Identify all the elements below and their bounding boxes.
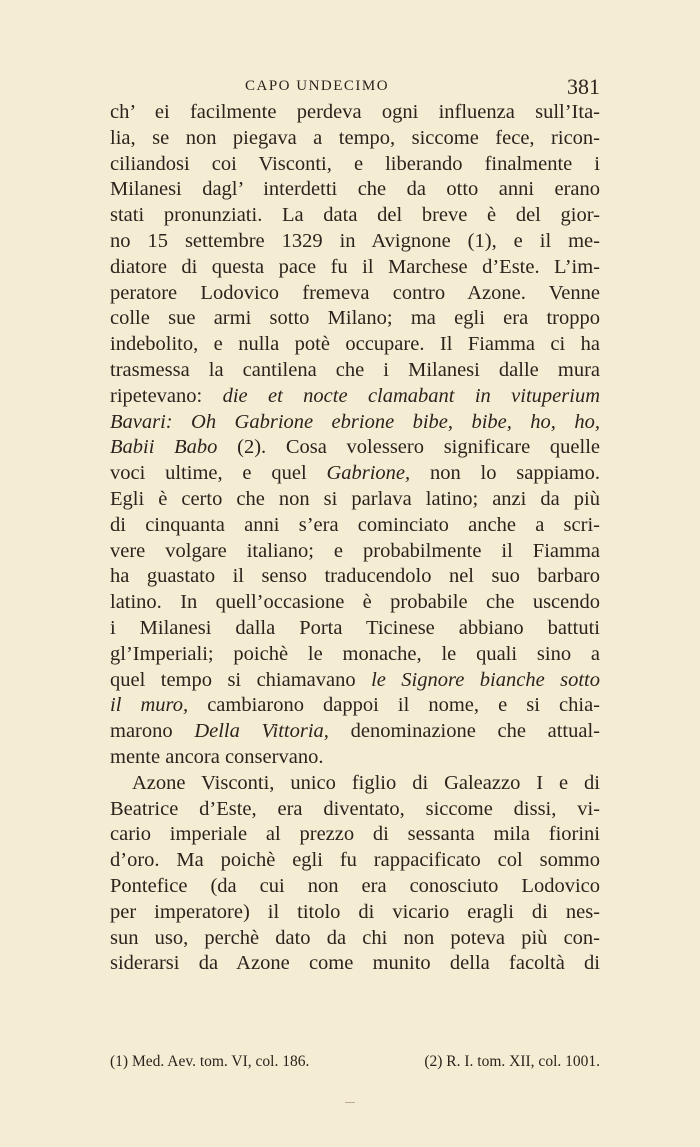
text-line [110, 693, 600, 719]
italic-term: Della Vittoria, [194, 720, 329, 743]
italic-term: il muro, [110, 694, 189, 717]
text-line [110, 719, 600, 745]
text-line: latino. In quell’occasione è probabile che uscendo [110, 591, 600, 614]
italic-quote: die et nocte clamabant in vituperium [222, 384, 600, 407]
text-line: lia, se non piegava a tempo, siccome fece, ricon- [110, 126, 600, 149]
text-line: ciliandosi coi Visconti, e liberando finalmente i [110, 152, 600, 175]
italic-quote: Babii Babo [110, 436, 218, 459]
text-line: per imperatore) il titolo di vicario eragli di nes- [110, 900, 600, 923]
text-line: colle sue armi sotto Milano; ma egli era troppo [110, 307, 600, 330]
body-text [110, 100, 600, 977]
text-run: non lo sappiamo. [410, 462, 600, 485]
text-line: peratore Lodovico fremeva contro Azone. Venne [110, 281, 600, 304]
text-line: gl’Imperiali; poichè le monache, le quali sino a [110, 642, 600, 665]
text-line: Milanesi dagl’ interdetti che da otto anni erano [110, 178, 600, 201]
text-line: ha guastato il senso traducendolo nel suo barbaro [110, 565, 600, 588]
text-line: i Milanesi dalla Porta Ticinese abbiano battuti [110, 616, 600, 639]
text-run: cambiarono dappoi il nome, e si chia- [188, 694, 600, 717]
text-line: Beatrice d’Este, era diventato, siccome dissi, vi- [110, 797, 600, 820]
text-line: siderarsi da Azone come munito della facoltà di [110, 952, 600, 975]
text-line [110, 410, 600, 436]
text-line: indebolito, e nulla potè occupare. Il Fiamma ci ha [110, 333, 600, 356]
text-line: cario imperiale al prezzo di sessanta mila fiorini [110, 823, 600, 846]
text-line: Azone Visconti, unico figlio di Galeazzo I e di [132, 771, 600, 794]
text-line: ch’ ei facilmente perdeva ogni influenza sull’Ita- [110, 101, 600, 123]
italic-quote: Bavari: Oh Gabrione ebrione bibe, bibe, ho, ho, [110, 410, 600, 433]
text-line [110, 435, 600, 461]
text-line: stati pronunziati. La data del breve è del gior- [110, 204, 600, 227]
text-line: Egli è certo che non si parlava latino; anzi da più [110, 487, 600, 510]
text-line: mente ancora conservano. [110, 745, 324, 768]
text-line [110, 461, 600, 487]
page-number: 381 [567, 74, 600, 99]
text-run: voci ultime, e quel [110, 462, 327, 485]
text-line: sun uso, perchè dato da chi non poteva più con- [110, 926, 600, 949]
text-line: di cinquanta anni s’era cominciato anche a scri- [110, 513, 600, 536]
text-line [110, 668, 600, 694]
footnote-1: (1) Med. Aev. tom. VI, col. 186. [110, 1053, 310, 1070]
text-run: (2). Cosa volessero significare quelle [217, 436, 601, 459]
text-run: denominazione che attual- [328, 720, 600, 743]
text-line: d’oro. Ma poichè egli fu rappacificato col sommo [110, 849, 600, 872]
italic-term: le Signore bianche sotto [371, 668, 600, 691]
footnote-2: (2) R. I. tom. XII, col. 1001. [424, 1053, 600, 1070]
footnotes [110, 1053, 600, 1071]
text-line: trasmessa la cantilena che i Milanesi dalle mura [110, 358, 600, 381]
text-line: vere volgare italiano; e probabilmente il Fiamma [110, 539, 600, 562]
text-line [110, 384, 600, 410]
page-mark [345, 1102, 355, 1103]
text-line: no 15 settembre 1329 in Avignone (1), e il me- [110, 229, 600, 252]
text-line: diatore di questa pace fu il Marchese d’Este. L’im- [110, 255, 600, 278]
text-run: ripetevano: [110, 384, 223, 407]
text-run: marono [110, 720, 195, 743]
text-line: Pontefice (da cui non era conosciuto Lodovico [110, 874, 600, 897]
text-run: quel tempo si chiamavano [110, 668, 372, 691]
running-head: CAPO UNDECIMO [245, 78, 390, 94]
italic-term: Gabrione, [326, 462, 411, 485]
